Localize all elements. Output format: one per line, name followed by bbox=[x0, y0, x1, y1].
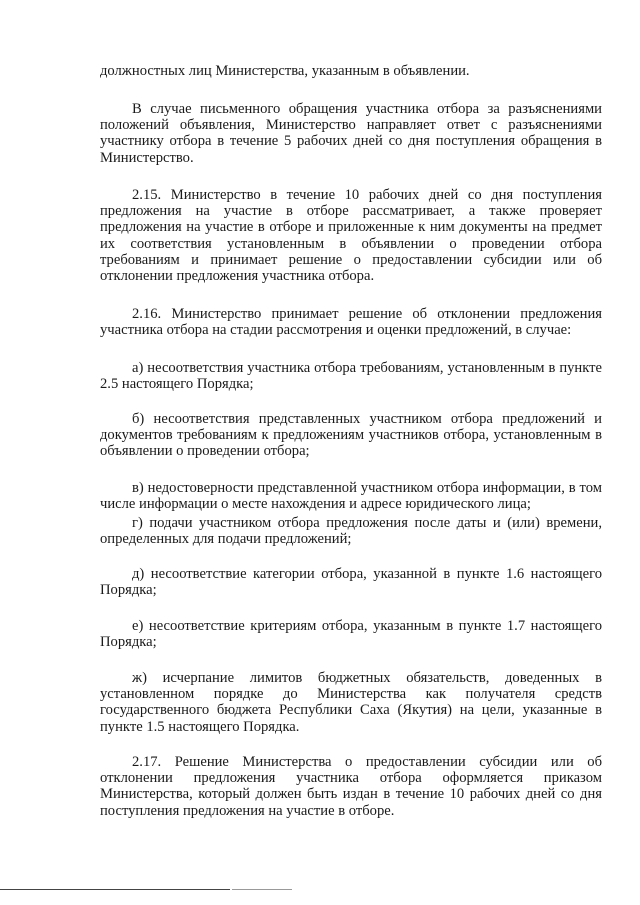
list-item-d bbox=[100, 566, 602, 598]
paragraph-text: в) недостоверности представленной участником отбора информации, в том числе информации о месте нахождения и адресе юридического лица; bbox=[100, 480, 602, 513]
paragraph-text: г) подачи участником отбора предложения после даты и (или) времени, определенных для подачи предложений; bbox=[100, 515, 602, 548]
list-item-a bbox=[100, 360, 602, 392]
paragraph-text: 2.17. Решение Министерства о предоставлении субсидии или об отклонении предложения участника отбора оформляется приказом Министерства, который должен быть издан в течение 10 рабочих дней со дня поступления предложения на участие в отборе. bbox=[100, 754, 602, 819]
paragraph-text: е) несоответствие критериям отбора, указанным в пункте 1.7 настоящего Порядка; bbox=[100, 618, 602, 651]
paragraph-text: а) несоответствия участника отбора требованиям, установленным в пункте 2.5 настоящего Порядка; bbox=[100, 360, 602, 393]
list-item-e bbox=[100, 618, 602, 650]
paragraph-text: 2.15. Министерство в течение 10 рабочих дней со дня поступления предложения на участие в отборе рассматривает, а также проверяет предложения на участие в отборе и приложенные к ним документы на предмет их соответствия установленным в объявлении о проведении отбора требованиям и принимает решение о предоставлении субсидии или об отклонении предложения участника отбора. bbox=[100, 187, 602, 285]
paragraph-2-17 bbox=[100, 754, 602, 819]
paragraph-text: б) несоответствия представленных участником отбора предложений и документов требованиям к предложениям участников отбора, установленным в объявлении о проведении отбора; bbox=[100, 411, 602, 460]
paragraph-text: В случае письменного обращения участника отбора за разъяснениями положений объявления, Министерство направляет ответ с разъяснениями участнику отбора в течение 5 рабочих дней со дня поступления обращения в Министерство. bbox=[100, 101, 602, 166]
list-item-b bbox=[100, 411, 602, 460]
paragraph-text: д) несоответствие категории отбора, указанной в пункте 1.6 настоящего Порядка; bbox=[100, 566, 602, 599]
paragraph-text: ж) исчерпание лимитов бюджетных обязательств, доведенных в установленном порядке до Министерства как получателя средств государственного бюджета Республики Саха (Якутия) на цели, указанные в пункте 1.5 настоящего Порядка. bbox=[100, 670, 602, 735]
paragraph-text: должностных лиц Министерства, указанным в объявлении. bbox=[100, 63, 470, 79]
paragraph-clarification-response bbox=[100, 101, 602, 166]
list-item-v bbox=[100, 480, 602, 512]
list-item-g bbox=[100, 515, 602, 547]
paragraph-2-15 bbox=[100, 187, 602, 284]
paragraph-text: 2.16. Министерство принимает решение об отклонении предложения участника отбора на стадии рассмотрения и оценки предложений, в случае: bbox=[100, 306, 602, 339]
paragraph-2-16 bbox=[100, 306, 602, 338]
scan-edge-line bbox=[0, 889, 230, 890]
scan-edge-line bbox=[232, 889, 292, 890]
list-item-zh bbox=[100, 670, 602, 735]
paragraph-continuation bbox=[100, 63, 602, 79]
